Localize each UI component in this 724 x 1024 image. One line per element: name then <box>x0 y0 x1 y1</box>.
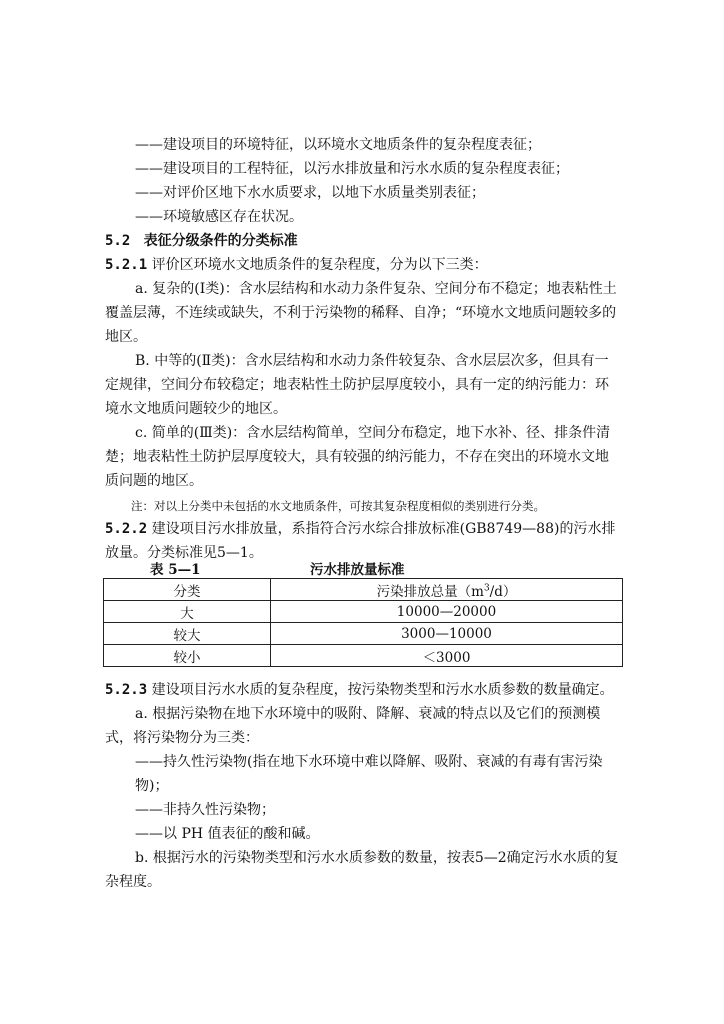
cell-value: ＜3000 <box>271 645 623 667</box>
list-item: ——以 PH 值表征的酸和碱。 <box>135 826 320 842</box>
cell-category: 大 <box>104 601 271 623</box>
header-category: 分类 <box>104 579 271 601</box>
section-text: 评价区环境水文地质条件的复杂程度，分为以下三类： <box>151 257 488 273</box>
cell-value: 10000—20000 <box>271 601 623 623</box>
intro-item: ——环境敏感区存在状况。 <box>135 209 303 225</box>
section-number: 5.2.1 <box>105 257 148 273</box>
table-row <box>104 623 623 645</box>
table-row <box>104 601 623 623</box>
list-item: ——非持久性污染物； <box>135 802 275 818</box>
table-title: 污水排放量标准 <box>310 562 405 578</box>
section-5-2-1 <box>105 253 620 277</box>
header-total-discharge: 污染排放总量$(m^3/d)$ <box>271 579 623 601</box>
table-caption <box>105 558 620 578</box>
paragraph-pollutant-types: a. 根据污染物在地下水环境中的吸附、降解、衰减的特点以及它们的预测模式，将污染物分为三类： <box>105 706 601 746</box>
section-title: 表征分级条件的分类标准 <box>143 233 298 249</box>
table-header-row <box>104 579 623 601</box>
cell-value: 3000—10000 <box>271 623 623 645</box>
section-text: 建设项目污水排放量，系指符合污水综合排放标准(GB8749—88)的污水排放量。分类标准见5—1。 <box>105 521 616 561</box>
section-5-2-heading <box>105 229 620 253</box>
section-number: 5.2 <box>105 233 131 249</box>
paragraph-simple: c. 简单的(Ⅲ类)：含水层结构简单，空间分布稳定，地下水补、径、排条件清楚；地表粘性土防护层厚度较大，具有较强的纳污能力，不存在突出的环境水文地质问题的地区。 <box>105 425 611 489</box>
intro-item: ——对评价区地下水水质要求，以地下水质量类别表征； <box>135 185 485 201</box>
paragraph-complex: a. 复杂的(Ⅰ类)：含水层结构和水动力条件复杂、空间分布不稳定；地表粘性土覆盖层薄，不连续或缺失，不利于污染物的稀释、自净；“环境水文地质问题较多的地区。 <box>105 281 617 345</box>
table-number: 表 5—1 <box>150 562 201 578</box>
sewage-discharge-table <box>103 578 623 667</box>
paragraph-sewage-complexity: b. 根据污水的污染物类型和污水水质参数的数量，按表5—2确定污水水质的复杂程度。 <box>105 850 619 890</box>
note: 注：对以上分类中未包括的水文地质条件，可按其复杂程度相似的类别进行分类。 <box>131 499 545 513</box>
intro-item: ——建设项目的工程特征，以污水排放量和污水水质的复杂程度表征； <box>135 161 569 177</box>
section-number: 5.2.2 <box>105 521 148 537</box>
intro-item: ——建设项目的环境特征，以环境水文地质条件的复杂程度表征； <box>135 137 541 153</box>
cell-category: 较小 <box>104 645 271 667</box>
cell-category: 较大 <box>104 623 271 645</box>
section-5-2-3 <box>105 678 620 702</box>
section-number: 5.2.3 <box>105 682 148 698</box>
list-item: ——持久性污染物(指在地下水环境中难以降解、吸附、衰减的有毒有害污染物)； <box>135 754 603 794</box>
paragraph-medium: B. 中等的(Ⅱ类)：含水层结构和水动力条件较复杂、含水层层次多，但具有一定规律，空间分布较稳定；地表粘性土防护层厚度较小，具有一定的纳污能力：环境水文地质问题较少的地区。 <box>105 353 609 417</box>
table-row <box>104 645 623 667</box>
section-text: 建设项目污水水质的复杂程度，按污染物类型和污水水质参数的数量确定。 <box>151 682 614 698</box>
